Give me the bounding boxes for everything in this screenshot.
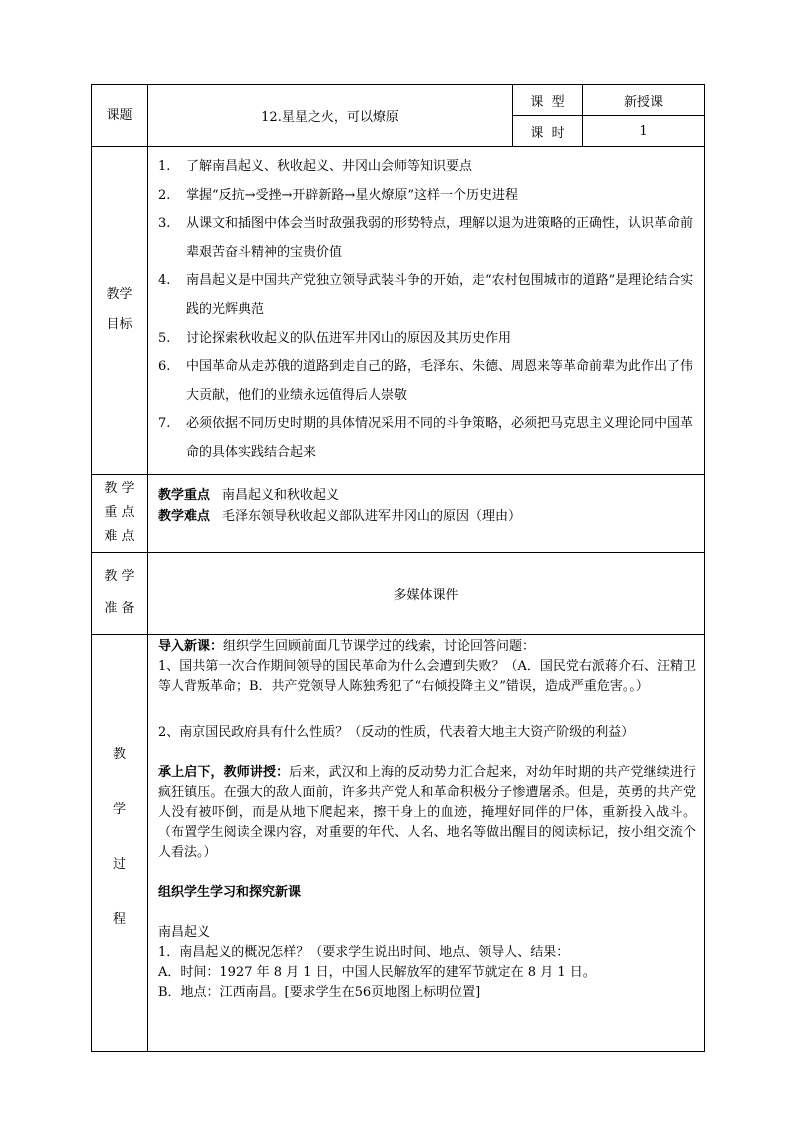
goal-item: 5. 讨论探索秋收起义的队伍进军井冈山的原因及其历史作用	[158, 330, 512, 346]
topic-title: 12.星星之火，可以燎原	[148, 85, 513, 147]
sub-heading: 南昌起义	[158, 924, 211, 940]
goal-item: 1. 了解南昌起义、秋收起义、井冈山会师等知识要点	[158, 159, 473, 174]
focus-content	[148, 474, 705, 552]
question-2: 2、南京国民政府具有什么性质？（反动的性质，代表着大地主大资产阶级的利益）	[158, 724, 635, 740]
lesson-plan-table	[91, 84, 705, 1052]
goals-list	[158, 153, 696, 468]
type-label: 课 型	[513, 85, 583, 116]
transition-paragraph: 承上启下，教师讲授：后来，武汉和上海的反动势力汇合起来，对幼年时期的共产党继续进行疯狂镇压。在强大的敌人面前，许多共产党人和革命积极分子惨遭屠杀。但是，英勇的共产党人没有被吓倒，而是从地下爬起来，擦干身上的血迹，掩埋好同伴的尸体，重新投入战斗。（布置学生阅读全课内容，对重要的年代、人名、地名等做出醒目的阅读标记，按小组交流个人看法。）	[158, 764, 696, 860]
question-1: 1、国共第一次合作期间领导的国民革命为什么会遭到失败？（A．国民党右派蒋介石、汪精卫等人背叛革命；B．共产党领导人陈独秀犯了“右倾投降主义”错误，造成严重危害。。）	[158, 658, 696, 694]
study-item-a: A．时间：1927 年 8 月 1 日，中国人民解放军的建军节就定在 8 月 1 日。	[158, 964, 596, 980]
goal-item: 4. 南昌起义是中国共产党独立领导武装斗争的开始，走“农村包围城市的道路”是理论结合实践的光辉典范	[158, 273, 694, 317]
goals-label-line2: 目标	[106, 317, 133, 333]
goal-item: 6. 中国革命从走苏俄的道路到走自己的路，毛泽东、朱德、周恩来等革命前辈为此作出了伟大贡献，他们的业绩永远值得后人崇敬	[158, 359, 694, 403]
key-point: 教学重点 南昌起义和秋收起义	[158, 487, 340, 503]
goals-content	[148, 147, 705, 475]
topic-label: 课题	[92, 85, 148, 147]
type-value: 新授课	[583, 85, 705, 116]
intro-paragraph: 导入新课：组织学生回顾前面几节课学过的线索，讨论回答问题：	[158, 638, 536, 654]
goals-label-line1: 教学	[106, 287, 133, 303]
process-label: 教 学 过 程	[92, 634, 148, 1051]
study-item-1: 1．南昌起义的概况怎样？（要求学生说出时间、地点、领导人、结果：	[158, 944, 570, 960]
hours-value: 1	[583, 116, 705, 147]
difficult-point: 教学难点 毛泽东领导秋收起义部队进军井冈山的原因（理由）	[158, 508, 522, 524]
goals-label	[92, 147, 148, 475]
prep-label: 教 学 准 备	[92, 552, 148, 634]
prep-content: 多媒体课件	[148, 552, 705, 634]
goal-item: 2. 掌握“反抗→受挫→开辟新路→星火燎原”这样一个历史进程	[158, 187, 518, 203]
focus-label: 教 学 重 点 难 点	[92, 474, 148, 552]
study-heading: 组织学生学习和探究新课	[158, 884, 302, 900]
goal-item: 3. 从课文和插图中体会当时敌强我弱的形势特点，理解以退为进策略的正确性，认识革命前辈艰苦奋斗精神的宝贵价值	[158, 216, 694, 260]
hours-label: 课 时	[513, 116, 583, 147]
study-item-b: B．地点：江西南昌。[要求学生在56页地图上标明位置]	[158, 984, 481, 1000]
goal-item: 7. 必须依据不同历史时期的具体情况采用不同的斗争策略，必须把马克思主义理论同中国革命的具体实践结合起来	[158, 416, 694, 460]
process-content	[148, 634, 705, 1051]
